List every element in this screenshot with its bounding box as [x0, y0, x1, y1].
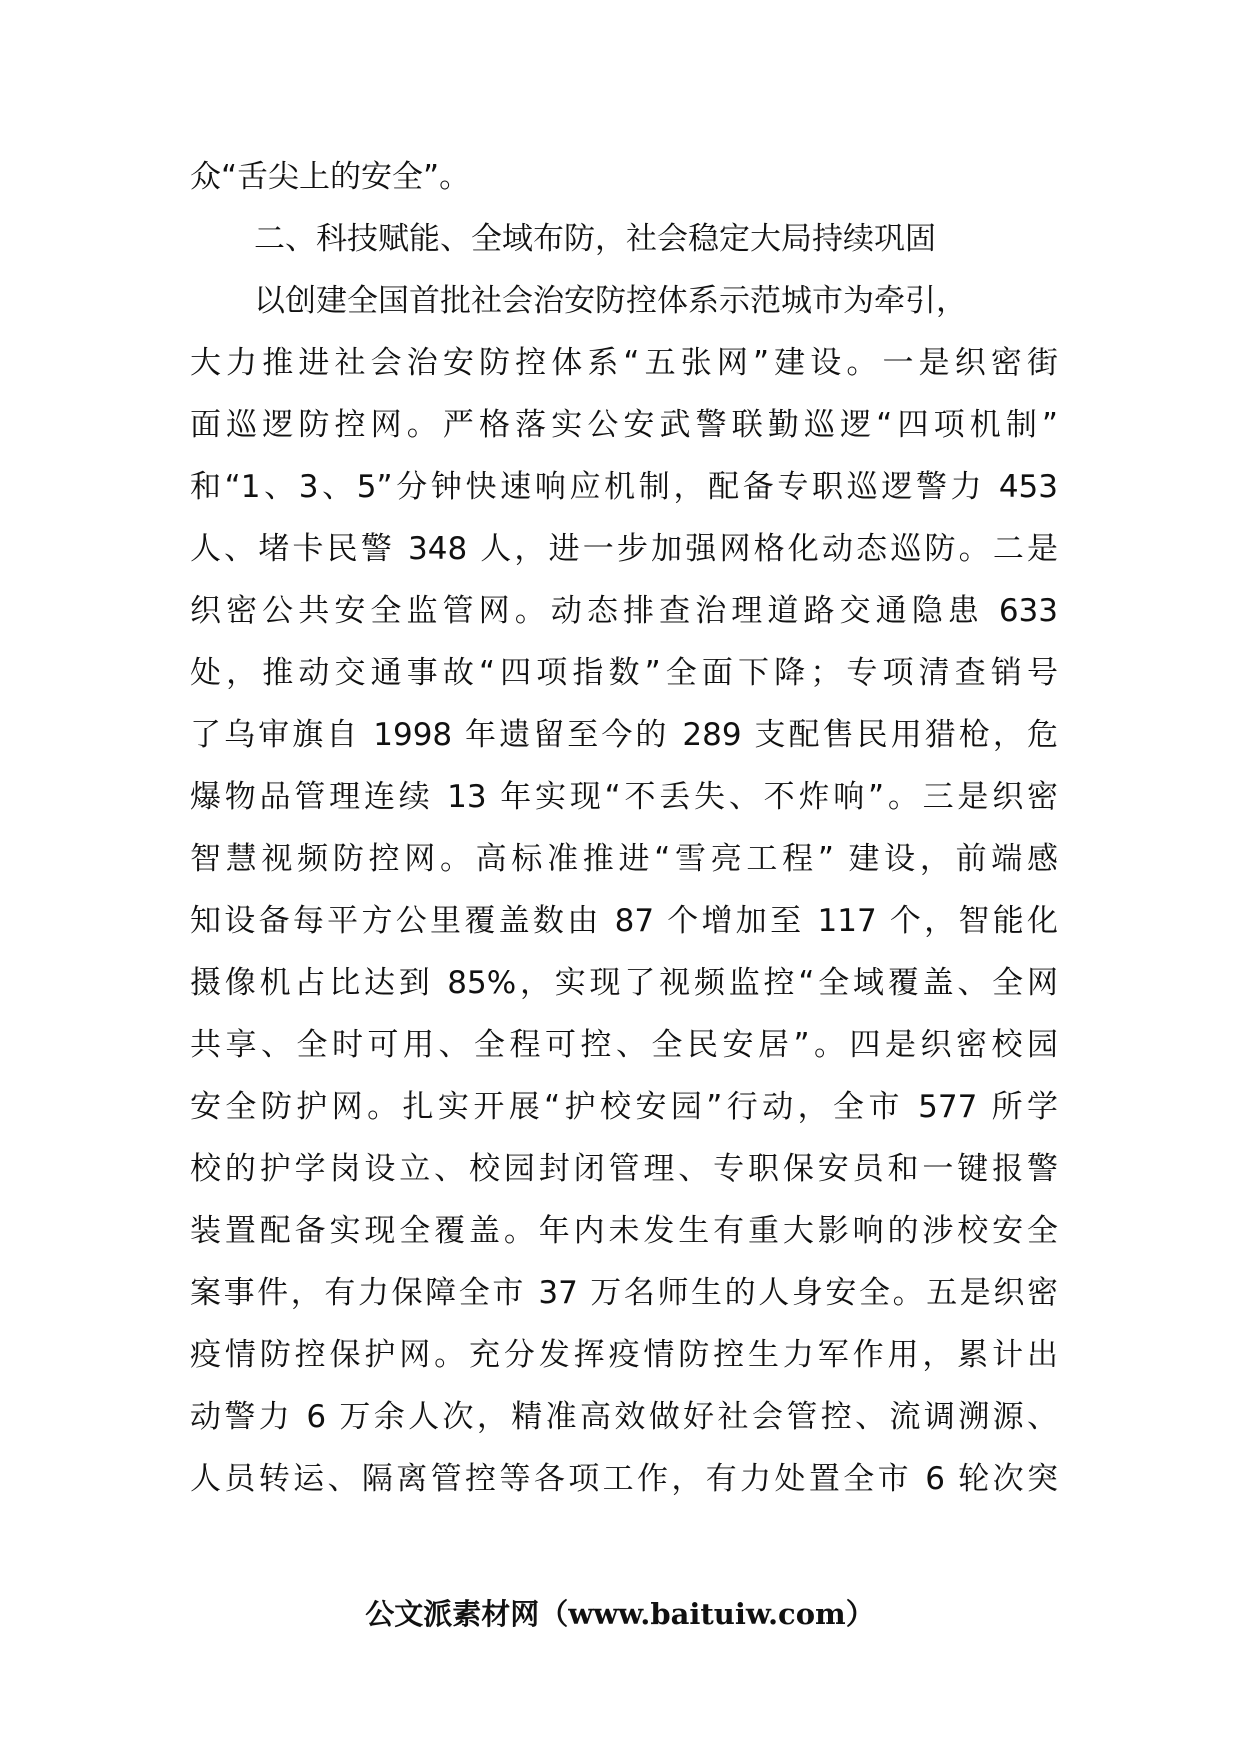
footer-watermark: 公文派素材网（www.baituiw.com） — [365, 1597, 875, 1631]
paragraph-line: 处，推动交通事故“四项指数”全面下降；专项清查销号 — [190, 655, 1058, 691]
section-heading: 二、科技赋能、全域布防，社会稳定大局持续巩固 — [254, 221, 936, 257]
paragraph-line: 面巡逻防控网。严格落实公安武警联勤巡逻“四项机制” — [190, 407, 1058, 443]
paragraph-line: 动警力 6 万余人次，精准高效做好社会管控、流调溯源、 — [190, 1399, 1058, 1435]
paragraph-line: 案事件，有力保障全市 37 万名师生的人身安全。五是织密 — [190, 1275, 1058, 1311]
paragraph-line: 以创建全国首批社会治安防控体系示范城市为牵引， — [254, 283, 967, 319]
paragraph-line: 爆物品管理连续 13 年实现“不丢失、不炸响”。三是织密 — [190, 779, 1058, 815]
paragraph-line: 疫情防控保护网。充分发挥疫情防控生力军作用，累计出 — [190, 1337, 1058, 1373]
paragraph-line: 人员转运、隔离管控等各项工作，有力处置全市 6 轮次突 — [190, 1461, 1058, 1497]
paragraph-line: 织密公共安全监管网。动态排查治理道路交通隐患 633 — [190, 593, 1058, 629]
paragraph-line: 安全防护网。扎实开展“护校安园”行动，全市 577 所学 — [190, 1089, 1058, 1125]
paragraph-line: 装置配备实现全覆盖。年内未发生有重大影响的涉校安全 — [190, 1213, 1058, 1249]
body-text — [190, 146, 1058, 1510]
paragraph-line: 共享、全时可用、全程可控、全民安居”。四是织密校园 — [190, 1027, 1058, 1063]
paragraph-line: 智慧视频防控网。高标准推进“雪亮工程” 建设，前端感 — [190, 841, 1058, 877]
paragraph-line: 和“1、3、5”分钟快速响应机制，配备专职巡逻警力 453 — [190, 469, 1058, 505]
paragraph-line: 大力推进社会治安防控体系“五张网”建设。一是织密街 — [190, 345, 1058, 381]
paragraph-line: 了乌审旗自 1998 年遗留至今的 289 支配售民用猎枪，危 — [190, 717, 1058, 753]
paragraph-line: 人、堵卡民警 348 人，进一步加强网格化动态巡防。二是 — [190, 531, 1058, 567]
paragraph-line: 摄像机占比达到 85%，实现了视频监控“全域覆盖、全网 — [190, 965, 1058, 1001]
paragraph-line: 众“舌尖上的安全”。 — [190, 159, 471, 195]
paragraph-line: 知设备每平方公里覆盖数由 87 个增加至 117 个，智能化 — [190, 903, 1058, 939]
paragraph-line: 校的护学岗设立、校园封闭管理、专职保安员和一键报警 — [190, 1151, 1058, 1187]
